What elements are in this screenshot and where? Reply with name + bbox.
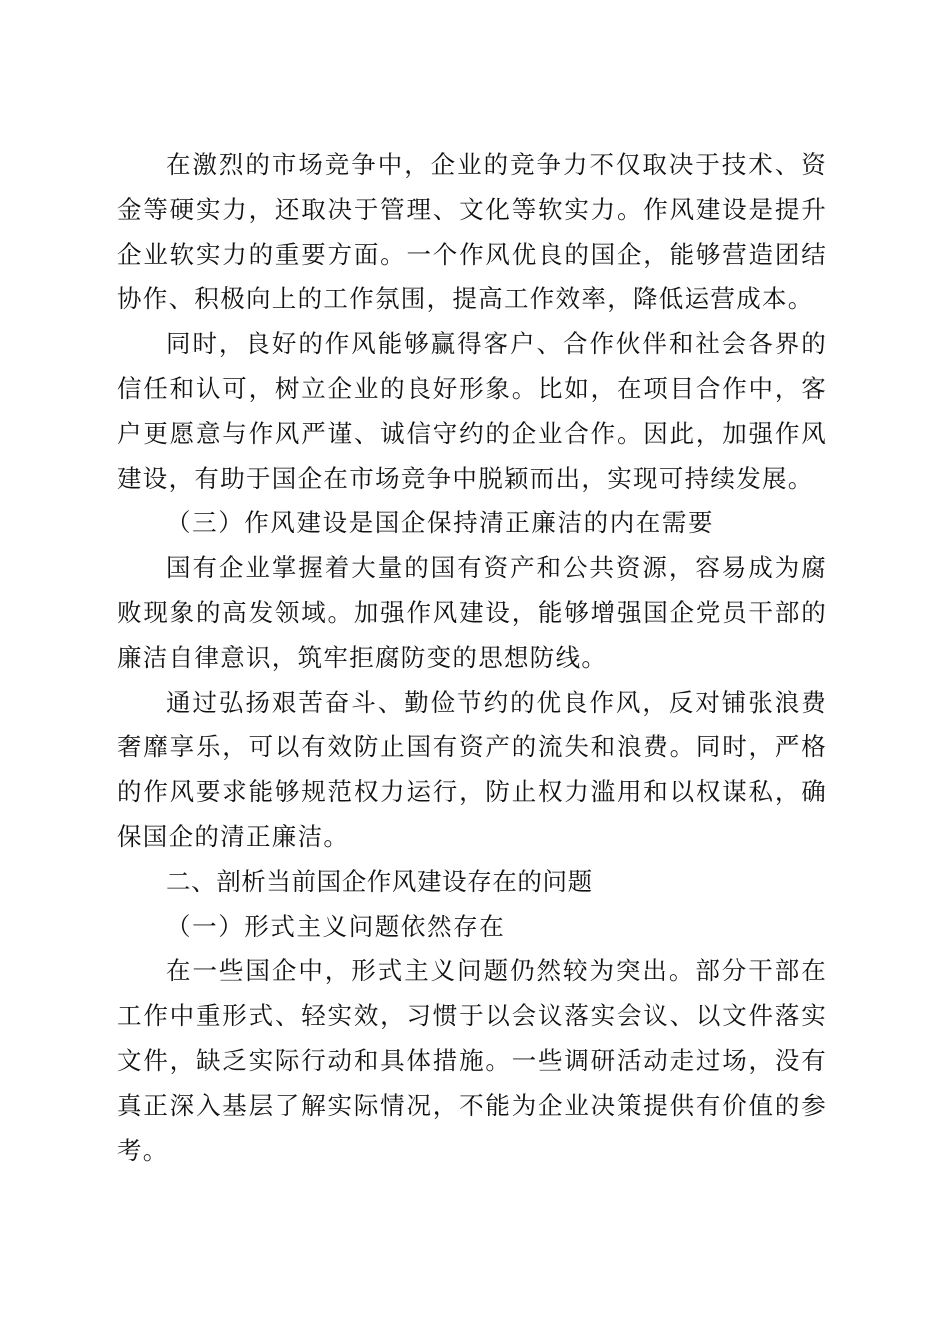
body-paragraph: 同时，良好的作风能够赢得客户、合作伙伴和社会各界的信任和认可，树立企业的良好形象。比如，在项目合作中，客户更愿意与作风严谨、诚信守约的企业合作。因此，加强作风建设，有助于国企在市场竞争中脱颖而出，实现可持续发展。 <box>117 329 827 493</box>
document-body <box>117 143 827 1173</box>
body-paragraph: 通过弘扬艰苦奋斗、勤俭节约的优良作风，反对铺张浪费奢靡享乐，可以有效防止国有资产的流失和浪费。同时，严格的作风要求能够规范权力运行，防止权力滥用和以权谋私，确保国企的清正廉洁。 <box>117 687 827 851</box>
body-paragraph: 国有企业掌握着大量的国有资产和公共资源，容易成为腐败现象的高发领域。加强作风建设，能够增强国企党员干部的廉洁自律意识，筑牢拒腐防变的思想防线。 <box>117 553 827 672</box>
section-heading: （三）作风建设是国企保持清正廉洁的内在需要 <box>166 508 715 538</box>
body-paragraph: 在激烈的市场竞争中，企业的竞争力不仅取决于技术、资金等硬实力，还取决于管理、文化等软实力。作风建设是提升企业软实力的重要方面。一个作风优良的国企，能够营造团结协作、积极向上的工作氛围，提高工作效率，降低运营成本。 <box>117 150 827 314</box>
chapter-heading: 二、剖析当前国企作风建设存在的问题 <box>166 866 593 896</box>
section-heading: （一）形式主义问题依然存在 <box>166 911 506 941</box>
body-paragraph: 在一些国企中，形式主义问题仍然较为突出。部分干部在工作中重形式、轻实效，习惯于以会议落实会议、以文件落实文件，缺乏实际行动和具体措施。一些调研活动走过场，没有真正深入基层了解实际情况，不能为企业决策提供有价值的参考。 <box>117 956 827 1165</box>
